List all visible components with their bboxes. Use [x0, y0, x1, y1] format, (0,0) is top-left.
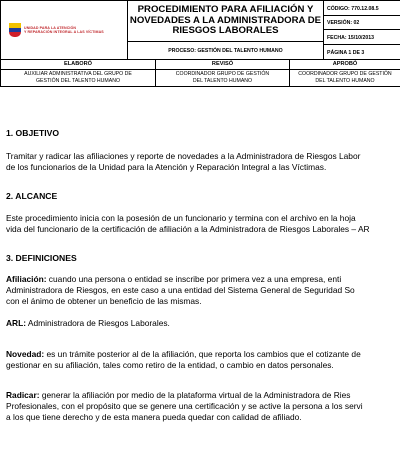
definition-radicar-line-3: a los que tiene derecho y de esta manera pueda quedar con calidad de afiliado.: [6, 412, 302, 422]
page-cell: [323, 44, 400, 60]
document-version: VERSIÓN: 02: [327, 20, 360, 26]
signature-head-approved: APROBÓ: [289, 59, 400, 70]
definition-radicar-line-1: Radicar: generar la afiliación por medio de la plataforma virtual de la Administradora de Ries: [6, 390, 351, 400]
document-title-cell: [127, 0, 324, 42]
signature-head-prepared: ELABORÓ: [0, 59, 156, 70]
process-cell: [127, 41, 324, 60]
page-number: PÁGINA 1 DE 3: [327, 50, 365, 56]
logo-cell: [0, 0, 128, 60]
objetivo-line-2: de los funcionarios de la Unidad para la Atención y Reparación Integral a las Víctimas.: [6, 162, 327, 172]
definition-afiliacion-line-3: con el ánimo de obtener un beneficio de las mismas.: [6, 296, 202, 306]
definition-afiliacion-line-1: Afiliación: cuando una persona o entidad se inscribe por primera vez a una empresa, enti: [6, 274, 342, 284]
logo-line-2: Y REPARACIÓN INTEGRAL A LAS VÍCTIMAS: [24, 30, 104, 34]
version-cell: [323, 15, 400, 30]
signature-prepared: AUXILIAR ADMINISTRATIVA DEL GRUPO DE GESTIÓN DEL TALENTO HUMANO: [0, 69, 156, 87]
document-date: FECHA: 15/10/2013: [327, 35, 374, 41]
signature-approved: COORDINADOR GRUPO DE GESTIÓN DEL TALENTO HUMANO: [289, 69, 400, 87]
definition-afiliacion-line-2: Administradora de Riesgos, en este caso a una entidad del Sistema General de Seguridad So: [6, 285, 355, 295]
signature-head-reviewed: REVISÓ: [155, 59, 290, 70]
section-alcance-title: 2. ALCANCE: [6, 191, 58, 201]
definition-radicar-line-2: Profesionales, con el propósito que se genere una certificación y se active la persona a los servi: [6, 401, 363, 411]
coat-of-arms-icon: [9, 23, 21, 37]
signature-reviewed: COORDINADOR GRUPO DE GESTIÓN DEL TALENTO HUMANO: [155, 69, 290, 87]
definition-novedad-line-2: gestionar en su afiliación, tales como retiro de la entidad, o cambio en datos personales.: [6, 360, 334, 370]
document-title: PROCEDIMIENTO PARA AFILIACIÓN Y NOVEDADES A LA ADMINISTRADORA DE RIESGOS LABORALES: [129, 4, 322, 37]
code-cell: [323, 0, 400, 16]
document-code: CÓDIGO: 770.12.08.5: [327, 6, 379, 12]
objetivo-line-1: Tramitar y radicar las afiliaciones y reporte de novedades a la Administradora de Riesgos Labor: [6, 151, 361, 161]
process-label: PROCESO: GESTIÓN DEL TALENTO HUMANO: [168, 47, 283, 54]
definition-arl: ARL: Administradora de Riesgos Laborales.: [6, 318, 170, 328]
alcance-line-2: vida del funcionario de la certificación de afiliación a la Administradora de Riesgos Laborales – AR: [6, 224, 370, 234]
section-definiciones-title: 3. DEFINICIONES: [6, 253, 77, 263]
logo-line-1: UNIDAD PARA LA ATENCIÓN: [24, 25, 77, 30]
unit-logo: [9, 23, 104, 37]
term-novedad: Novedad:: [6, 349, 45, 359]
term-afiliacion: Afiliación:: [6, 274, 47, 284]
section-objetivo-title: 1. OBJETIVO: [6, 128, 60, 138]
logo-text: [24, 26, 104, 35]
term-radicar: Radicar:: [6, 390, 40, 400]
definition-novedad-line-1: Novedad: es un trámite posterior al de la afiliación, que reporta los cambios que el cotizante de: [6, 349, 361, 359]
term-arl: ARL:: [6, 318, 27, 328]
alcance-line-1: Este procedimiento inicia con la posesión de un funcionario y termina con el archivo en la hoja: [6, 213, 356, 223]
date-cell: [323, 29, 400, 45]
